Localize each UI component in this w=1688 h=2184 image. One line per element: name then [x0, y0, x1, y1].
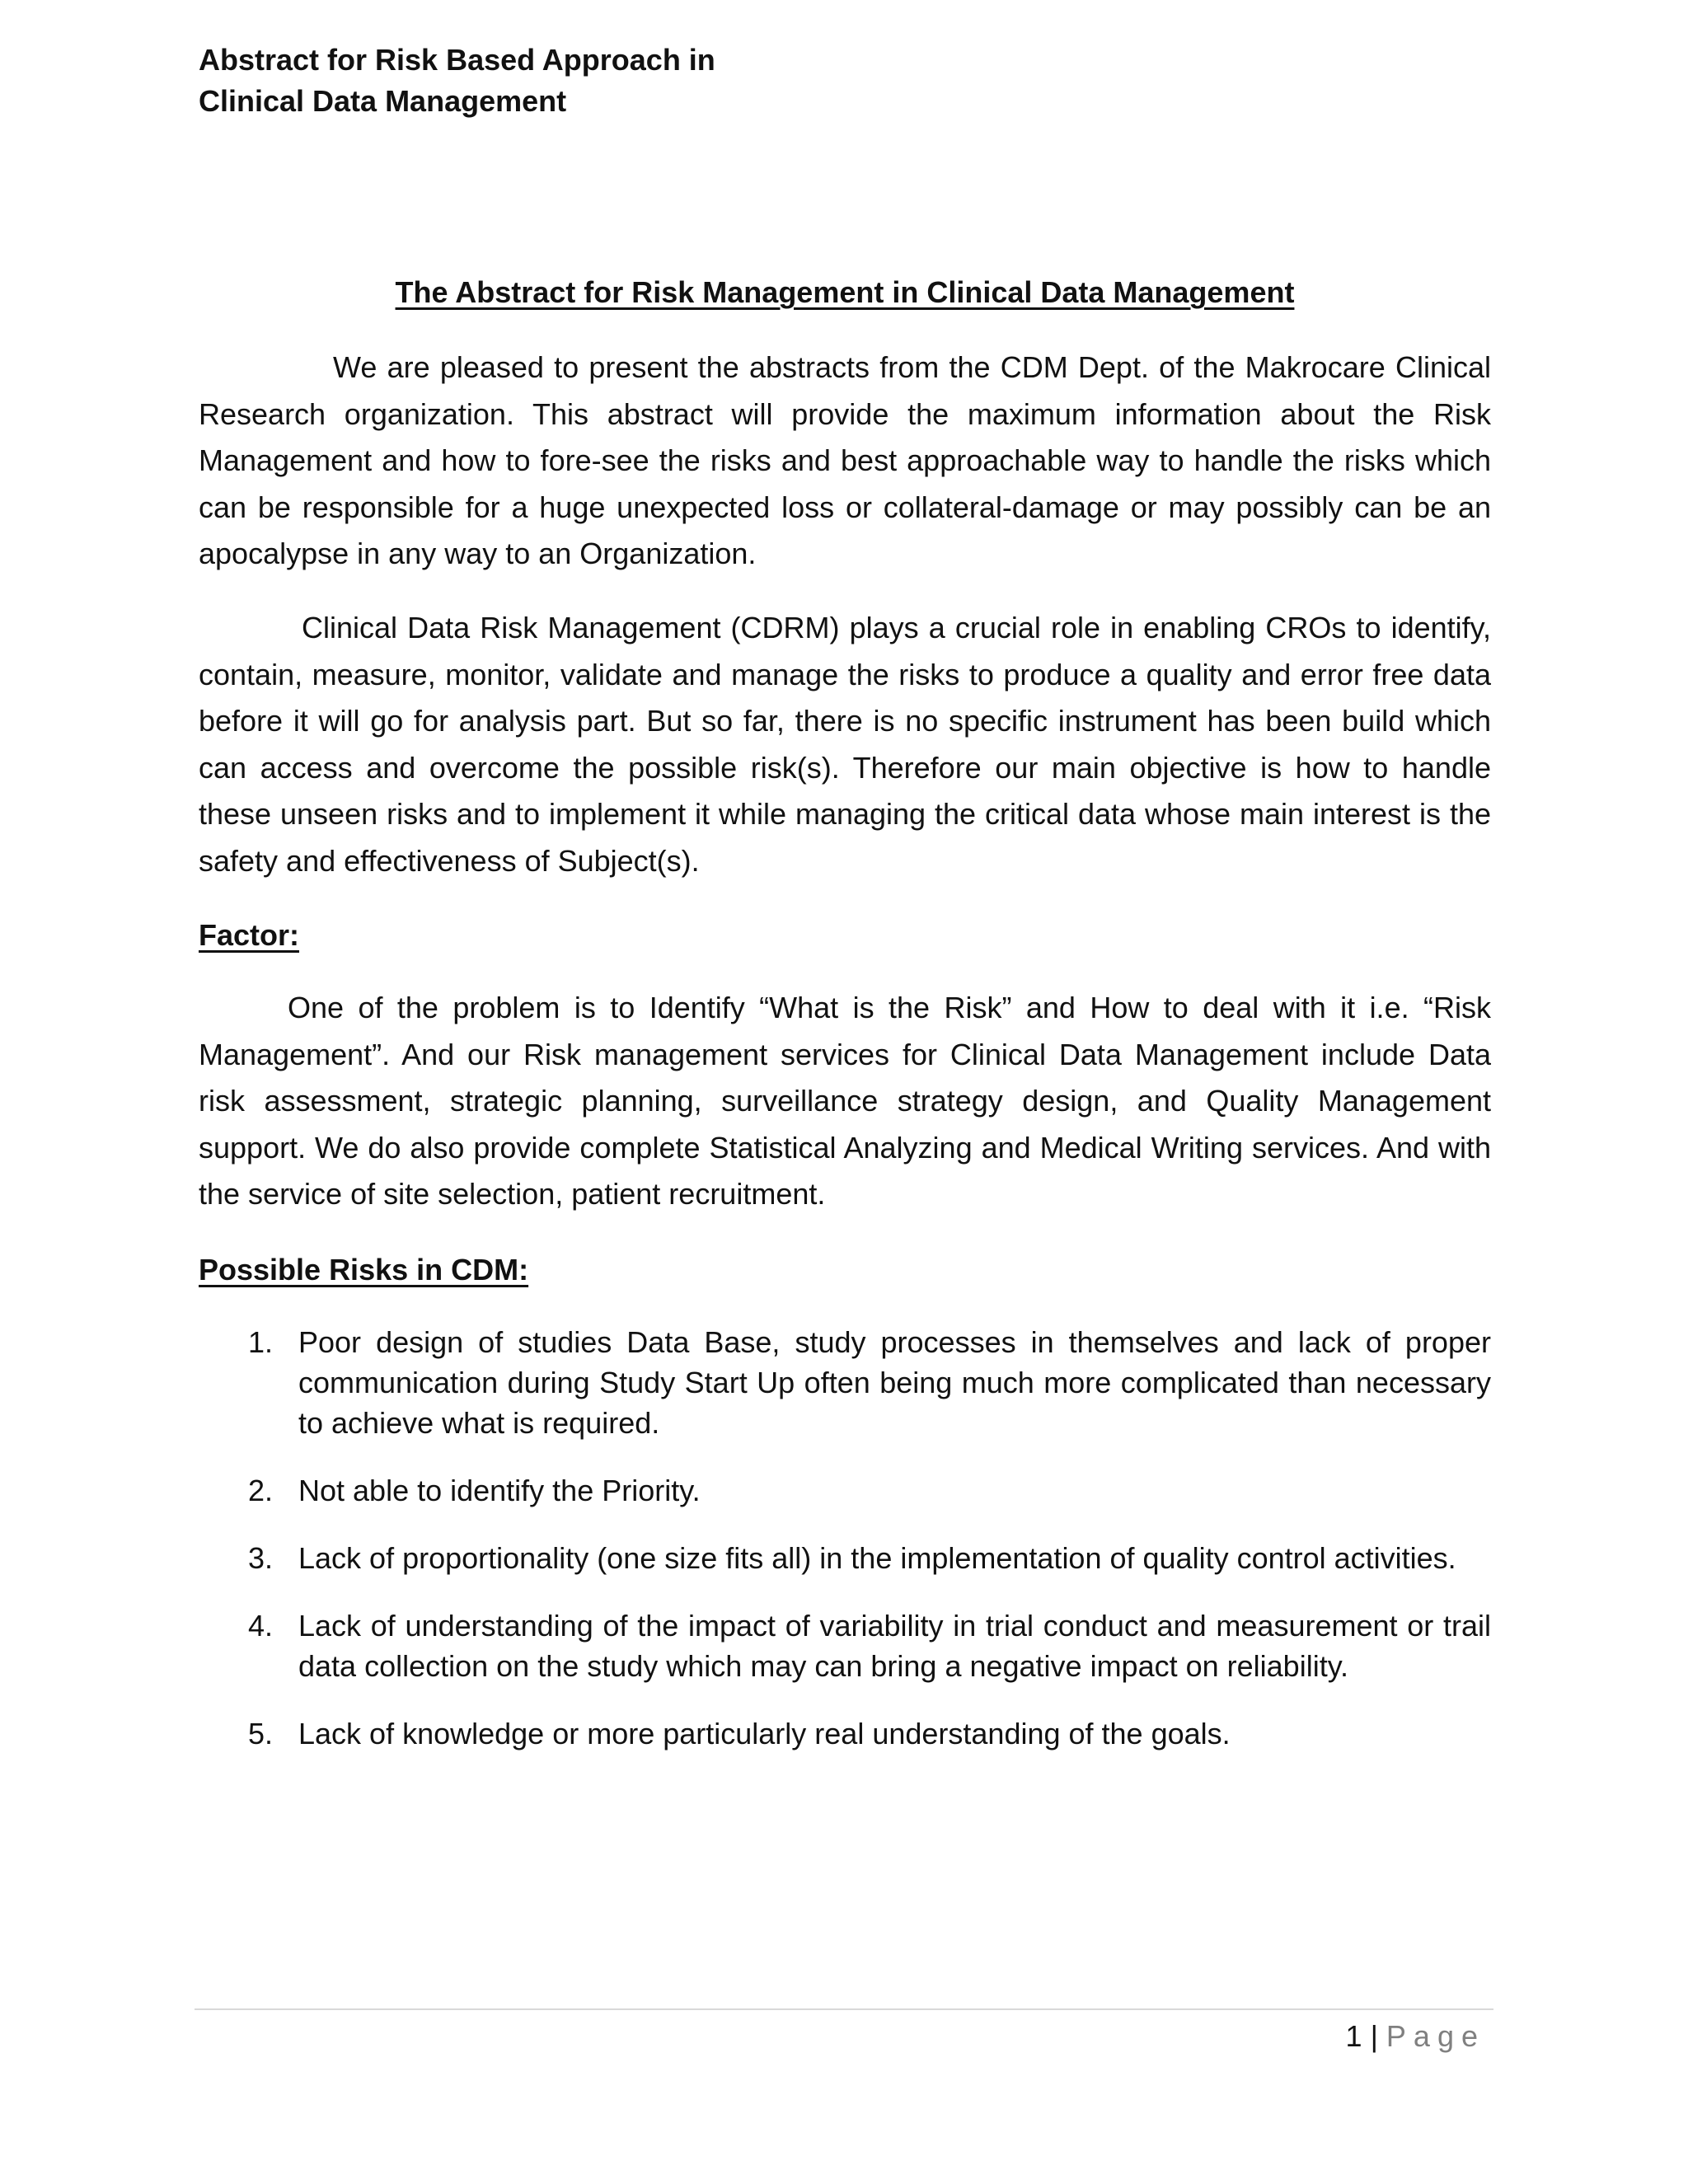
possible-risks-heading: Possible Risks in CDM: — [199, 1253, 529, 1286]
header-line-2: Clinical Data Management — [199, 84, 567, 118]
risk-item — [199, 1713, 1491, 1754]
factor-heading: Factor: — [199, 918, 300, 952]
page-footer — [1346, 2016, 1485, 2057]
risk-item-text: Lack of knowledge or more particularly real understanding of the goals. — [298, 1717, 1231, 1750]
risk-item — [199, 1538, 1491, 1578]
risk-item-text: Not able to identify the Priority. — [298, 1474, 701, 1507]
risk-item-number: 5. — [248, 1717, 274, 1750]
footer-separator: | — [1370, 2019, 1378, 2053]
factor-paragraph: One of the problem is to Identify “What is the Risk” and How to deal with it i.e. “Risk Management”. And our Risk management services for Clinical Data Management include Data risk assessment, strategic planning, surveillance strategy design, and Quality Management support. We do also provide complete Statistical Analyzing and Medical Writing services. And with the service of site selection, patient recruitment. — [199, 991, 1491, 1211]
risk-item-number: 2. — [248, 1474, 274, 1507]
risk-item-number: 3. — [248, 1541, 274, 1575]
risk-item — [199, 1470, 1491, 1511]
intro-paragraph: We are pleased to present the abstracts from the CDM Dept. of the Makrocare Clinical Research organization. This abstract will provide the maximum information about the Risk Management and how to fore-see the risks and best approachable way to handle the risks which can be responsible for a huge unexpected loss or collateral-damage or may possibly can be an apocalypse in any way to an Organization. — [199, 350, 1491, 570]
risk-item-number: 1. — [248, 1325, 274, 1359]
document-header — [199, 40, 1023, 122]
risk-item-text: Lack of understanding of the impact of variability in trial conduct and measurement or trail data collection on the study which may can bring a negative impact on reliability. — [298, 1609, 1491, 1683]
cdrm-paragraph: Clinical Data Risk Management (CDRM) plays a crucial role in enabling CROs to identify, contain, measure, monitor, validate and manage the risks to produce a quality and error free data before it will go for analysis part. But so far, there is no specific instrument has been build which can access and overcome the possible risk(s). Therefore our main objective is how to handle these unseen risks and to implement it while managing the critical data whose main interest is the safety and effectiveness of Subject(s). — [199, 611, 1491, 878]
footer-divider — [195, 2008, 1493, 2010]
risk-item-text: Poor design of studies Data Base, study processes in themselves and lack of proper communication during Study Start Up often being much more complicated than necessary to achieve what is required. — [298, 1325, 1491, 1440]
page-label: Page — [1386, 2019, 1485, 2053]
risk-item — [199, 1322, 1491, 1443]
page-number: 1 — [1345, 2019, 1362, 2053]
header-line-1: Abstract for Risk Based Approach in — [199, 43, 715, 77]
risk-item-number: 4. — [248, 1609, 274, 1643]
document-title: The Abstract for Risk Management in Clinical Data Management — [395, 275, 1295, 309]
risk-item — [199, 1605, 1491, 1686]
risk-item-text: Lack of proportionality (one size fits all) in the implementation of quality control activities. — [298, 1541, 1456, 1575]
risk-list — [199, 1322, 1491, 1781]
